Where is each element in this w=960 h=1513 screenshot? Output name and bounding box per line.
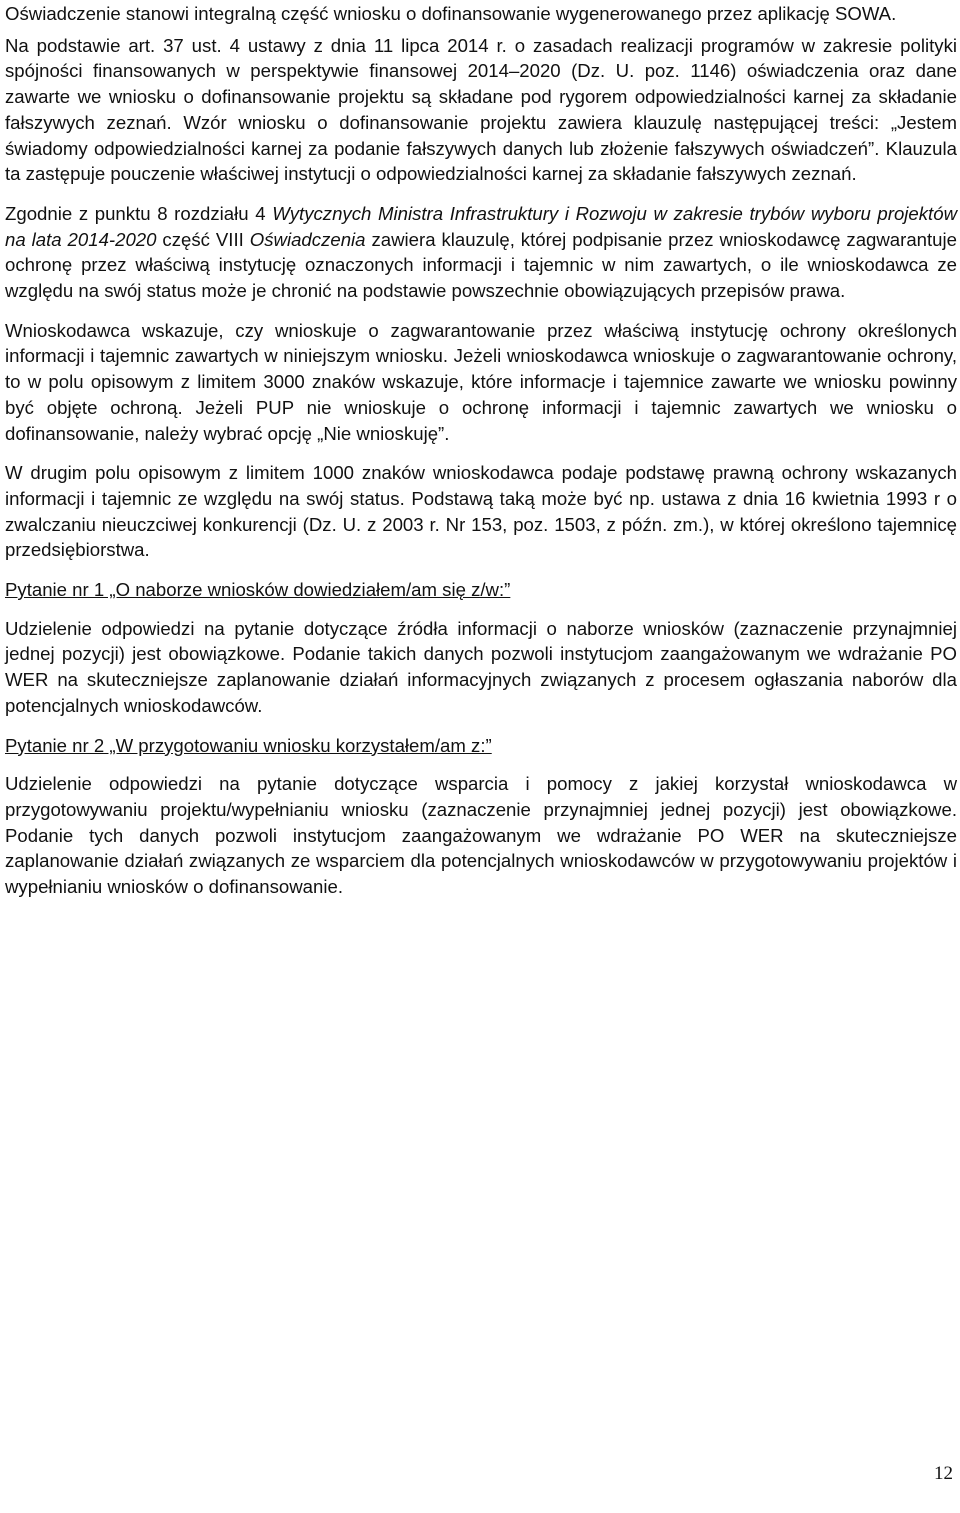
- paragraph-protection-request: Wnioskodawca wskazuje, czy wnioskuje o zagwarantowanie przez właściwą instytucję ochrony określonych informacji i tajemnic zawartych w niniejszym wniosku. Jeżeli wnioskodawca wnioskuje o zagwarantowanie ochrony, to w polu opisowym z limitem 3000 znaków wskazuje, które informacje i tajemnice zawarte we wniosku powinny być objęte ochroną. Jeżeli PUP nie wnioskuje o ochronę informacji i tajemnic zawartych we wniosku o dofinansowanie, należy wybrać opcję „Nie wnioskuję”.: [5, 319, 957, 444]
- paragraph-legal-basis: Na podstawie art. 37 ust. 4 ustawy z dnia 11 lipca 2014 r. o zasadach realizacji programów w zakresie polityki spójności finansowanych w perspektywie finansowej 2014–2020 (Dz. U. poz. 1146) oświadczenia oraz dane zawarte we wniosku o dofinansowanie projektu są składane pod rygorem odpowiedzialności karnej za składanie fałszywych zeznań. Wzór wniosku o dofinansowanie projektu zawiera klauzulę następującej treści: „Jestem świadomy odpowiedzialności karnej za podanie fałszywych danych lub złożenie fałszywych oświadczeń”. Klauzula ta zastępuje pouczenie właściwej instytucji o odpowiedzialności karnej za składanie fałszywych zeznań.: [5, 34, 957, 185]
- question-1-text: Udzielenie odpowiedzi na pytanie dotyczące źródła informacji o naborze wniosków (zaznaczenie przynajmniej jednej pozycji) jest obowiązkowe. Podanie takich danych pozwoli instytucjom zaangażowanym we wdrażanie PO WER na skuteczniejsze zaplanowanie działań informacyjnych związanych z procesem ogłaszania naborów dla potencjalnych wnioskodawców.: [5, 617, 957, 716]
- question-1-heading: Pytanie nr 1 „O naborze wniosków dowiedziałem/am się z/w:”: [5, 579, 511, 601]
- guidelines-title-italic: Wytycznych Ministra Infrastruktury i Rozwoju w zakresie trybów wyboru projektów na lata 2014-2020: [5, 202, 957, 250]
- paragraph-guidelines: [5, 201, 957, 304]
- page-number: 12: [934, 1463, 953, 1484]
- guidelines-text-2: część VIII: [156, 228, 250, 250]
- paragraph-intro: Oświadczenie stanowi integralną część wniosku o dofinansowanie wygenerowanego przez aplikację SOWA.: [5, 3, 897, 24]
- guidelines-text-3: zawiera klauzulę, której podpisanie przez wnioskodawcę zagwarantuje ochronę przez właściwą instytucję oznaczonych informacji i tajemnic w nim zawartych, o ile wnioskodawca ze względu na swój status może je chronić na podstawie powszechnie obowiązujących przepisów prawa.: [5, 228, 957, 302]
- document-body: [5, 1, 957, 914]
- question-2-heading: Pytanie nr 2 „W przygotowaniu wniosku korzystałem/am z:”: [5, 734, 492, 756]
- question-2-text: Udzielenie odpowiedzi na pytanie dotyczące wsparcia i pomocy z jakiej korzystał wnioskodawca w przygotowywaniu projektu/wypełnianiu wniosku (zaznaczenie przynajmniej jednej pozycji) jest obowiązkowe. Podanie tych danych pozwoli instytucjom zaangażowanym we wdrażanie PO WER na skuteczniejsze zaplanowanie działań związanych ze wsparciem dla potencjalnych wnioskodawców w przygotowywaniu projektów i wypełnianiu wniosków o dofinansowanie.: [5, 773, 957, 898]
- guidelines-text-1: Zgodnie z punktu 8 rozdziału 4: [5, 202, 273, 224]
- paragraph-legal-protection-basis: W drugim polu opisowym z limitem 1000 znaków wnioskodawca podaje podstawę prawną ochrony wskazanych informacji i tajemnic ze względu na swój status. Podstawą taką może być np. ustawa z dnia 16 kwietnia 1993 r o zwalczaniu nieuczciwej konkurencji (Dz. U. z 2003 r. Nr 153, poz. 1503, z późn. zm.), w której określono tajemnicę przedsiębiorstwa.: [5, 462, 957, 561]
- statements-italic: Oświadczenia: [249, 228, 366, 250]
